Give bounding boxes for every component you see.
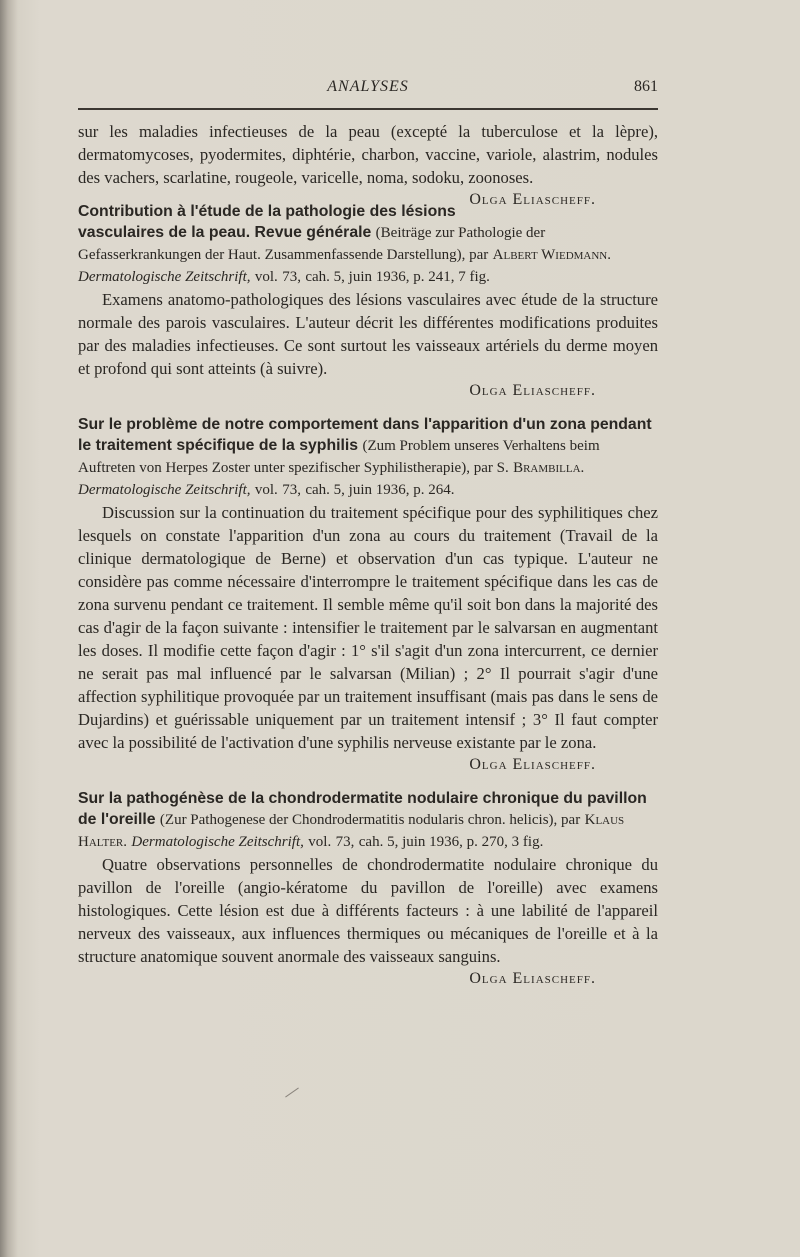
signature: Olga Eliascheff. (469, 756, 596, 773)
header-rule (78, 108, 658, 110)
entry-author: Klaus Halter. (78, 812, 625, 850)
entry-volume-prefix: vol. (254, 269, 278, 285)
entry-author: Albert Wiedmann. (492, 247, 612, 263)
entry-original-title: (Zur Pathogenese der Chondrodermatitis nodularis chron. helicis), par (159, 812, 581, 828)
page-content (78, 76, 658, 990)
running-title: ANALYSES (327, 78, 409, 95)
entry-volume: 73, (282, 482, 301, 498)
page-number: 861 (634, 78, 658, 95)
entry-1 (78, 201, 658, 402)
entry-citation: cah. 5, juin 1936, p. 264. (305, 482, 455, 498)
entry-journal: Dermatologische Zeitschrift, (78, 482, 251, 498)
entry-original-title: (Beiträge zur Pathologie der Gefasserkrankungen der Haut. Zusammenfassende Darstellung), par (78, 225, 546, 263)
signature: Olga Eliascheff. (469, 970, 596, 987)
entry-title (78, 201, 658, 288)
entry-volume-prefix: vol. (308, 834, 332, 850)
entry-journal: Dermatologische Zeitschrift, (78, 269, 251, 285)
signature: Olga Eliascheff. (469, 191, 596, 208)
signature: Olga Eliascheff. (469, 382, 596, 399)
entry-citation: cah. 5, juin 1936, p. 270, 3 fig. (358, 834, 544, 850)
page-header (78, 76, 658, 100)
entry-title-text: Sur la pathogénèse de la chondrodermatite nodulaire chronique du pavillon de l'oreille (78, 790, 647, 828)
entry-title-text: Contribution à l'étude de la pathologie des lésions vasculaires de la peau. Revue générale (78, 203, 456, 241)
entry-title (78, 788, 658, 853)
entry-body-text: Quatre observations personnelles de chondrodermatite nodulaire chronique du pavillon de l'oreille (angio-kératome du pavillon de l'oreille) avec examens histologiques. Cette lésion est due à différents facteurs : à une labilité de l'appareil nerveux des vaisseaux, aux influences thermiques ou mécaniques de l'oreille et à la structure anatomique souvent anormale des vaisseaux sanguins. (78, 855, 658, 966)
pencil-mark (285, 1088, 299, 1098)
entry-citation: cah. 5, juin 1936, p. 241, 7 fig. (305, 269, 490, 285)
entry-original-title: (Zum Problem unseres Verhaltens beim Auftreten von Herpes Zoster unter spezifischer Syphilistherapie), par S. (78, 438, 600, 476)
continuation-text: sur les maladies infectieuses de la peau (excepté la tuberculose et la lèpre), dermatomycoses, pyodermites, diphtérie, charbon, vaccine, variole, alastrim, nodules des vachers, scarlatine, rougeole, varicelle, noma, sodoku, zoonoses. (78, 122, 658, 187)
entry-title-text: Sur le problème de notre comportement dans l'apparition d'un zona pendant le traitement spécifique de la syphilis (78, 416, 652, 454)
entry-2 (78, 414, 658, 776)
entry-volume: 73, (335, 834, 355, 850)
entry-journal: Dermatologische Zeitschrift, (131, 834, 304, 850)
entry-body (78, 853, 658, 987)
continuation-paragraph (78, 120, 658, 208)
entry-body: Examens anatomo-pathologiques des lésions vasculaires avec étude de la structure normale des parois vasculaires. L'auteur décrit les différentes modifications produites par des maladies infectieuses. Ce sont surtout les vaisseaux artériels du derme moyen et profond qui sont atteints (à suivre). (78, 290, 658, 378)
entry-title (78, 414, 658, 501)
entry-volume-prefix: vol. (254, 482, 278, 498)
entry-3 (78, 788, 658, 987)
entry-author: Brambilla. (513, 460, 585, 476)
entry-body: Discussion sur la continuation du traitement spécifique pour des syphilitiques chez lesquels on constate l'apparition d'un zona au cours du traitement (Travail de la clinique dermatologique de Berne) et observation d'un cas typique. L'auteur ne considère pas comme nécessaire d'interrompre le traitement spécifique dans les cas de zona survenu pendant ce traitement. Il semble même qu'il soit bon dans la majorité des cas d'agir de la façon suivante : intensifier le traitement par le salvarsan en augmentant les doses. Il modifie cette façon d'agir : 1° s'il s'agit d'un zona intercurrent, ce dernier ne serait pas mal influencé par le salvarsan (Milian) ; 2° Il pourrait s'agir d'une affection syphilitique provoquée par un traitement insuffisant (mais pas dans le sens de Dujardins) et guérissable uniquement par un traitement intensif ; 3° Il faut compter avec la possibilité de l'activation d'une syphilis nerveuse existante par le zona. (78, 503, 658, 752)
entry-volume: 73, (282, 269, 301, 285)
